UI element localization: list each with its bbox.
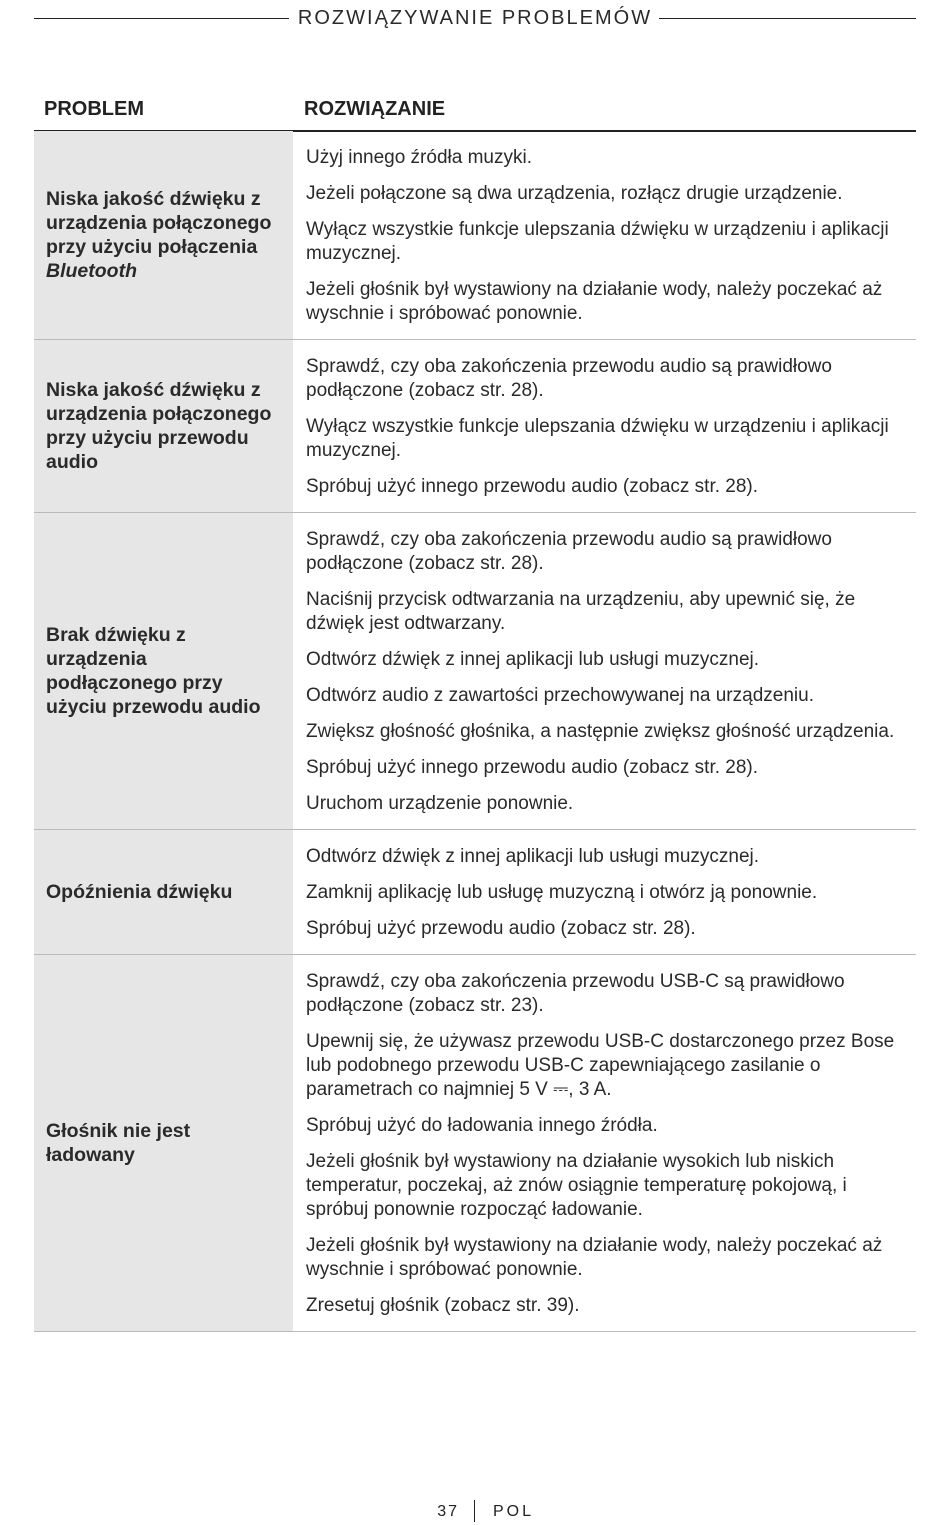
solution-item: Wyłącz wszystkie funkcje ulepszania dźwięku w urządzeniu i aplikacji muzycznej. <box>306 219 889 264</box>
solution-item: Zresetuj głośnik (zobacz str. 39). <box>306 1295 580 1316</box>
solution-item: Jeżeli głośnik był wystawiony na działanie wody, należy poczekać aż wyschnie i spróbować ponownie. <box>306 279 883 324</box>
table-header <box>34 96 916 132</box>
solution-item: Uruchom urządzenie ponownie. <box>306 793 574 814</box>
solution-item: Odtwórz audio z zawartości przechowywanej na urządzeniu. <box>306 685 814 706</box>
column-header-problem: PROBLEM <box>44 98 144 120</box>
table-row <box>34 131 916 340</box>
solution-item: Sprawdź, czy oba zakończenia przewodu audio są prawidłowo podłączone (zobacz str. 28). <box>306 356 832 401</box>
problem-text: Niska jakość dźwięku z urządzenia połączonego przy użyciu połączenia Bluetooth <box>46 188 272 282</box>
solution-cell <box>293 955 916 1331</box>
problem-text: Opóźnienia dźwięku <box>46 881 233 903</box>
solution-item: Naciśnij przycisk odtwarzania na urządzeniu, aby upewnić się, że dźwięk jest odtwarzany. <box>306 589 856 634</box>
problem-cell <box>34 955 293 1331</box>
solution-item: Spróbuj użyć innego przewodu audio (zobacz str. 28). <box>306 476 759 497</box>
language-code: POL <box>493 1503 535 1520</box>
page-footer <box>0 1500 950 1524</box>
problem-italic: Bluetooth <box>46 260 137 282</box>
problem-cell <box>34 131 293 339</box>
table-row <box>34 955 916 1332</box>
table-row <box>34 340 916 513</box>
solution-item: Odtwórz dźwięk z innej aplikacji lub usługi muzycznej. <box>306 649 760 670</box>
problem-cell <box>34 830 293 954</box>
solution-cell <box>293 830 916 954</box>
problem-text: Niska jakość dźwięku z urządzenia połączonego przy użyciu przewodu audio <box>46 379 272 473</box>
solution-item: Sprawdź, czy oba zakończenia przewodu USB-C są prawidłowo podłączone (zobacz str. 23). <box>306 971 845 1016</box>
solution-item: Upewnij się, że używasz przewodu USB-C dostarczonego przez Bose lub podobnego przewodu USB-C zapewniającego zasilanie o parametrach co najmniej 5 V ⎓, 3 A. <box>306 1031 895 1100</box>
solution-item: Jeżeli głośnik był wystawiony na działanie wysokich lub niskich temperatur, poczekaj, aż znów osiągnie temperaturę pokojową, i spróbuj ponownie rozpocząć ładowanie. <box>306 1151 847 1220</box>
solution-cell <box>293 513 916 829</box>
solution-item: Odtwórz dźwięk z innej aplikacji lub usługi muzycznej. <box>306 846 760 867</box>
solution-item: Jeżeli połączone są dwa urządzenia, rozłącz drugie urządzenie. <box>306 183 843 204</box>
solution-item: Sprawdź, czy oba zakończenia przewodu audio są prawidłowo podłączone (zobacz str. 28). <box>306 529 832 574</box>
table-row <box>34 513 916 830</box>
column-header-solution: ROZWIĄZANIE <box>304 98 446 120</box>
page-header <box>34 5 916 31</box>
solution-item: Wyłącz wszystkie funkcje ulepszania dźwięku w urządzeniu i aplikacji muzycznej. <box>306 416 889 461</box>
troubleshooting-table <box>34 131 916 1332</box>
page-title: ROZWIĄZYWANIE PROBLEMÓW <box>297 7 653 29</box>
solution-item: Użyj innego źródła muzyki. <box>306 147 532 168</box>
solution-cell <box>293 131 916 339</box>
header-rule-right <box>659 18 916 19</box>
problem-cell <box>34 513 293 829</box>
table-row <box>34 830 916 955</box>
problem-text: Brak dźwięku z urządzenia podłączonego przy użyciu przewodu audio <box>46 624 261 718</box>
footer-divider <box>474 1500 475 1522</box>
solution-item: Jeżeli głośnik był wystawiony na działanie wody, należy poczekać aż wyschnie i spróbować ponownie. <box>306 1235 883 1280</box>
solution-item: Spróbuj użyć innego przewodu audio (zobacz str. 28). <box>306 757 759 778</box>
solution-item: Spróbuj użyć przewodu audio (zobacz str. 28). <box>306 918 696 939</box>
problem-text: Głośnik nie jest ładowany <box>46 1120 191 1166</box>
problem-cell <box>34 340 293 512</box>
solution-cell <box>293 340 916 512</box>
solution-item: Zwiększ głośność głośnika, a następnie zwiększ głośność urządzenia. <box>306 721 895 742</box>
solution-item: Spróbuj użyć do ładowania innego źródła. <box>306 1115 658 1136</box>
solution-item: Zamknij aplikację lub usługę muzyczną i otwórz ją ponownie. <box>306 882 818 903</box>
page-number: 37 <box>437 1503 459 1520</box>
